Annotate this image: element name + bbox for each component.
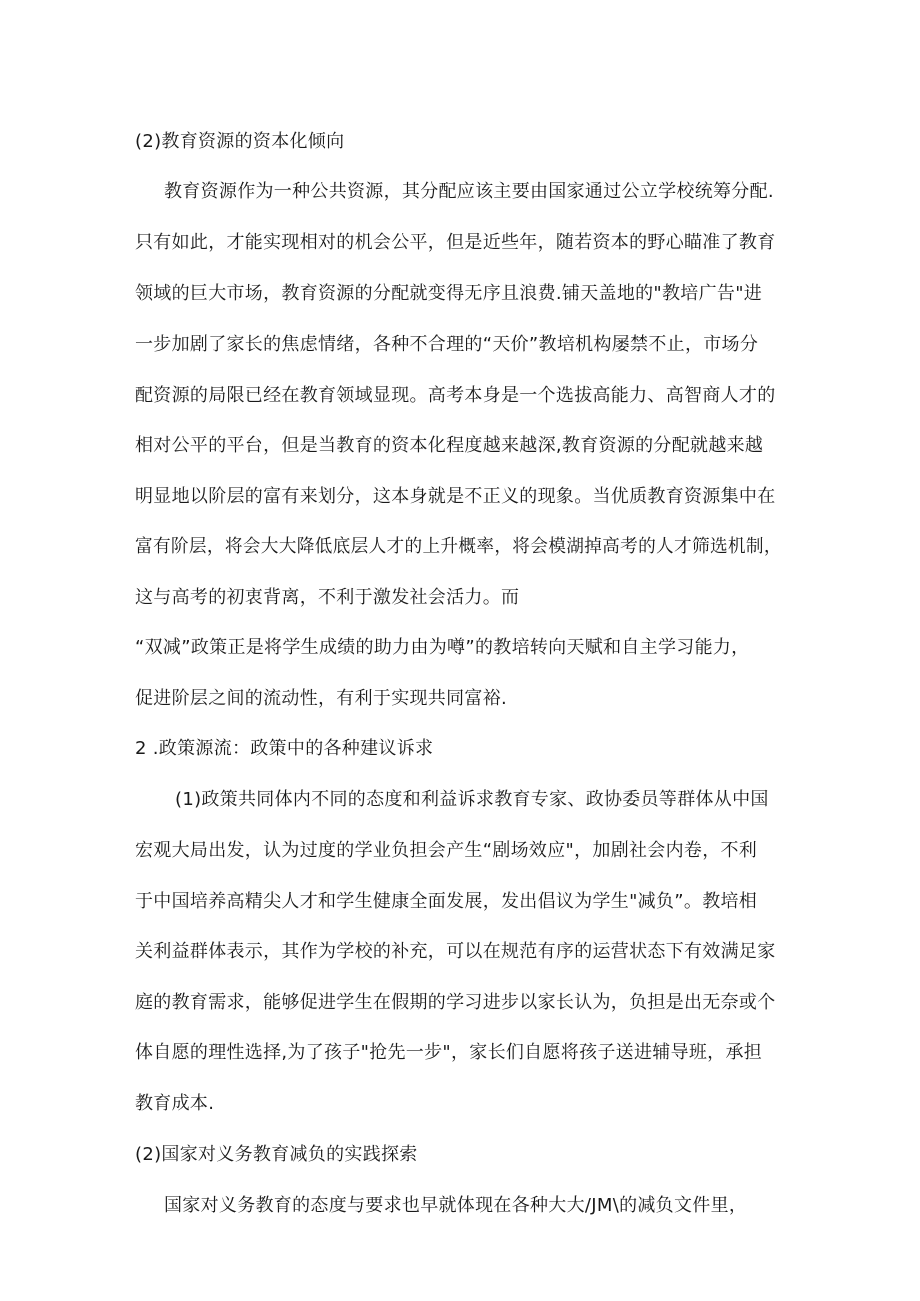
paragraph-line: 一步加剧了家长的焦虑情绪，各种不合理的“天价”教培机构屡禁不止，市场分 xyxy=(135,334,759,355)
section-heading-capitalization: (2)教育资源的资本化倾向 xyxy=(135,131,345,152)
paragraph-line: 国家对义务教育的态度与要求也早就体现在各种大大/JM\的减负文件里， xyxy=(164,1195,748,1216)
paragraph-line: 庭的教育需求，能够促进学生在假期的学习进步以家长认为，负担是出无奈或个 xyxy=(135,992,776,1013)
paragraph-line: 这与高考的初衷背离，不利于激发社会活力。而 xyxy=(135,587,520,608)
section-heading-policy-stream: 2 .政策源流：政策中的各种建议诉求 xyxy=(135,738,434,759)
paragraph-line: 促进阶层之间的流动性，有利于实现共同富裕. xyxy=(135,688,508,709)
paragraph-line: 教育成本. xyxy=(135,1093,215,1114)
paragraph-line: 教育资源作为一种公共资源，其分配应该主要由国家通过公立学校统筹分配. xyxy=(164,181,774,202)
paragraph-line: 富有阶层，将会大大降低底层人才的上升概率，将会模湖掉高考的人才筛选机制， xyxy=(135,536,782,557)
paragraph-line: 宏观大局出发，认为过度的学业负担会产生“剧场效应"，加剧社会内卷，不利 xyxy=(135,840,758,861)
section-heading-national-practice: (2)国家对义务教育减负的实践探索 xyxy=(135,1144,418,1165)
paragraph-line: 关利益群体表示，其作为学校的补充，可以在规范有序的运营状态下有效满足家 xyxy=(135,941,776,962)
paragraph-line: 于中国培养高精尖人才和学生健康全面发展，发出倡议为学生"减负”。教培相 xyxy=(135,891,758,912)
paragraph-line: 配资源的局限已经在教育领域显现。高考本身是一个选拔高能力、高智商人才的 xyxy=(135,385,776,406)
paragraph-line: (1)政策共同体内不同的态度和利益诉求教育专家、政协委员等群体从中国 xyxy=(175,789,769,810)
paragraph-line: 相对公平的平台，但是当教育的资本化程度越来越深,教育资源的分配就越来越 xyxy=(135,435,764,456)
paragraph-line: 领域的巨大市场，教育资源的分配就变得无序且浪费.铺天盖地的"教培广告"进 xyxy=(135,283,763,304)
paragraph-line: “双减”政策正是将学生成绩的助力由为噂”的教培转向天赋和自主学习能力， xyxy=(135,637,750,658)
paragraph-line: 明显地以阶层的富有来划分，这本身就是不正义的现象。当优质教育资源集中在 xyxy=(135,486,776,507)
paragraph-line: 体自愿的理性选择,为了孩子"抢先一步"，家长们自愿将孩子送进辅导班，承担 xyxy=(135,1042,763,1063)
paragraph-line: 只有如此，才能实现相对的机会公平，但是近些年，随若资本的野心瞄准了教育 xyxy=(135,232,776,253)
